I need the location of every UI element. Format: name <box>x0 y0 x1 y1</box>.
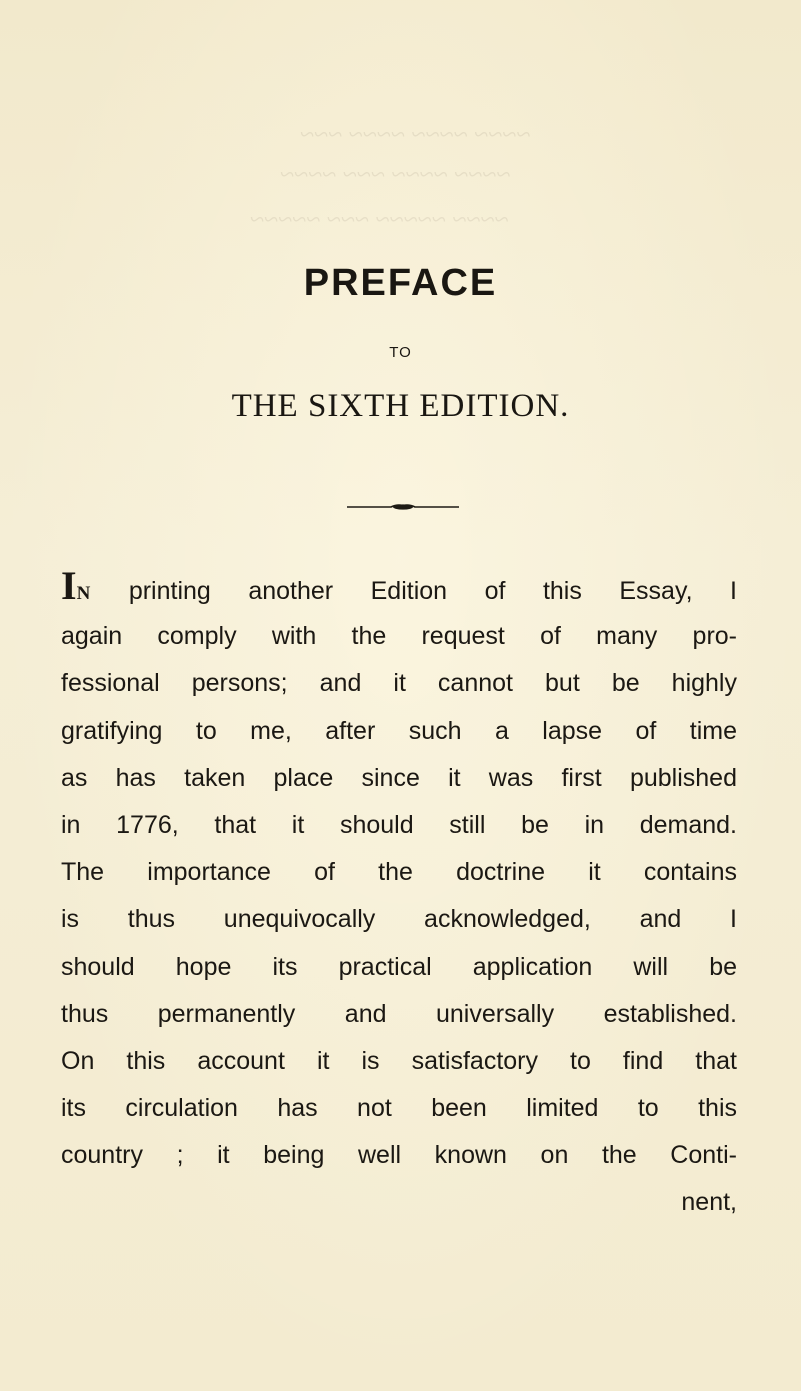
paragraph-line: fessional persons; and it cannot but be highly <box>61 669 737 698</box>
paragraph-line: thus permanently and universally established. <box>61 999 737 1028</box>
page-title: PREFACE <box>303 262 498 304</box>
paragraph-line: country ; it being well known on the Conti- <box>61 1141 737 1170</box>
small-caps: N <box>76 583 92 604</box>
paragraph-line: should hope its practical application will be <box>61 952 737 981</box>
paragraph-line <box>61 563 737 613</box>
show-through-text: ~~~~ ~~~~~ ~~~ ~~~~~ <box>250 205 509 234</box>
catchword: nent, <box>681 1188 737 1217</box>
paragraph-line: again comply with the request of many pro- <box>61 622 737 651</box>
rule-ornament <box>347 504 459 510</box>
paragraph-line: The importance of the doctrine it contains <box>61 858 737 887</box>
page-subtitle: THE SIXTH EDITION. <box>231 388 570 424</box>
first-line-text: printing another Edition of this Essay, I <box>91 577 737 605</box>
paragraph-line: its circulation has not been limited to this <box>61 1094 737 1123</box>
preface-body <box>61 563 737 1227</box>
show-through-text: ~~~~ ~~~~ ~~~~ ~~~ <box>300 120 531 149</box>
show-through-text: ~~~~ ~~~~ ~~~ ~~~~ <box>280 160 511 189</box>
paragraph-line: On this account it is satisfactory to find that <box>61 1046 737 1075</box>
paragraph-line: is thus unequivocally acknowledged, and I <box>61 905 737 934</box>
paragraph-line: as has taken place since it was first published <box>61 763 737 792</box>
drop-cap: I <box>61 563 77 608</box>
paragraph-line: in 1776, that it should still be in demand. <box>61 810 737 839</box>
paragraph-line: gratifying to me, after such a lapse of time <box>61 716 737 745</box>
title-connector: TO <box>389 344 412 361</box>
